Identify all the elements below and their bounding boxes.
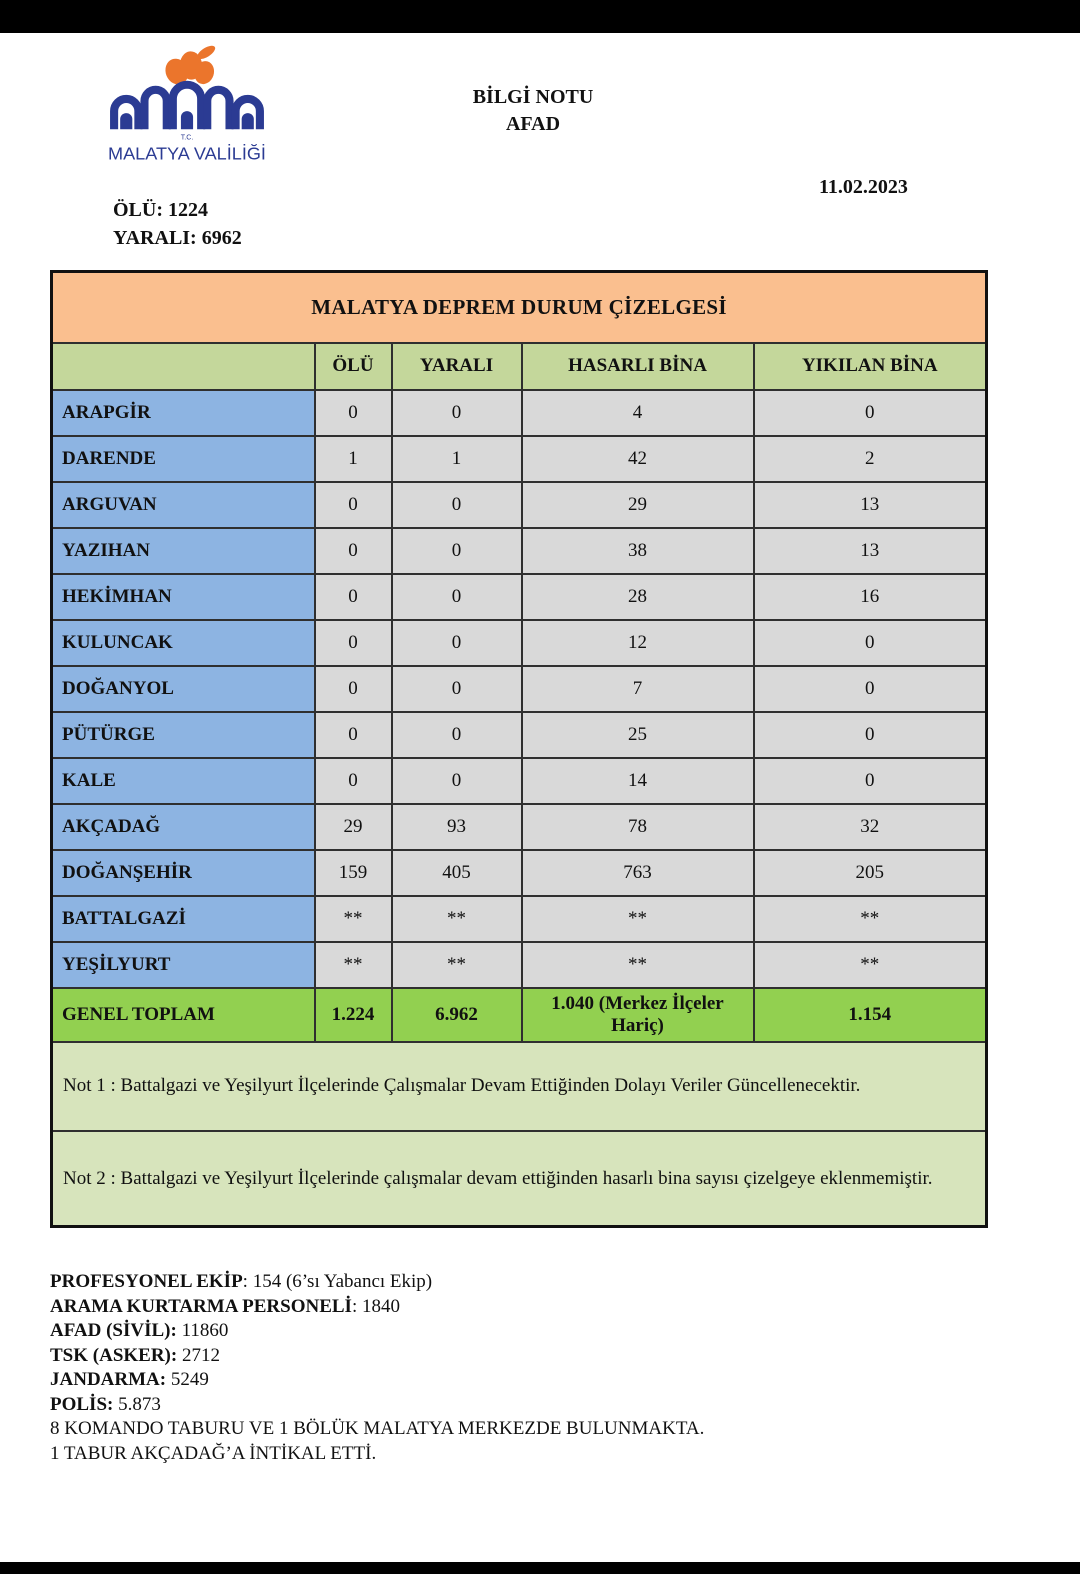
cell-yarali: 0 <box>392 528 522 574</box>
district-name: HEKİMHAN <box>52 574 315 620</box>
total-hasarli: 1.040 (Merkez İlçeler Hariç) <box>522 988 754 1042</box>
cell-olu: ** <box>315 942 392 988</box>
footer-line <box>50 1417 950 1442</box>
cell-yarali: 0 <box>392 758 522 804</box>
title-line-1: BİLGİ NOTU <box>472 86 594 108</box>
footer-value: 11860 <box>176 1320 229 1341</box>
note-1-text: Not 1 : Battalgazi ve Yeşilyurt İlçelerinde Çalışmalar Devam Ettiğinden Dolayı Veriler Güncellenecektir. <box>52 1042 987 1131</box>
cell-yarali: 93 <box>392 804 522 850</box>
district-name: KALE <box>52 758 315 804</box>
table-row <box>52 712 987 758</box>
note-2-text: Not 2 : Battalgazi ve Yeşilyurt İlçelerinde çalışmalar devam ettiğinden hasarlı bina sayısı çizelgeye eklenmemiştir. <box>52 1131 987 1227</box>
total-yikilan: 1.154 <box>754 988 987 1042</box>
stat-yarali: YARALI: 6962 <box>113 227 242 249</box>
cell-yikilan: ** <box>754 896 987 942</box>
cell-hasarli: 28 <box>522 574 754 620</box>
column-header-empty <box>52 343 315 390</box>
cell-hasarli: 12 <box>522 620 754 666</box>
footer-line <box>50 1442 950 1467</box>
district-name: YEŞİLYURT <box>52 942 315 988</box>
casualty-summary <box>113 196 242 252</box>
cell-yarali: 0 <box>392 666 522 712</box>
cell-hasarli: 78 <box>522 804 754 850</box>
footer-value: 5.873 <box>113 1393 161 1415</box>
district-name: DOĞANYOL <box>52 666 315 712</box>
cell-hasarli: 25 <box>522 712 754 758</box>
footer-line <box>50 1270 950 1295</box>
table-row <box>52 482 987 528</box>
cell-olu: 0 <box>315 574 392 620</box>
cell-hasarli: ** <box>522 942 754 988</box>
cell-yikilan: 0 <box>754 666 987 712</box>
footer-line <box>50 1368 950 1393</box>
total-label: GENEL TOPLAM <box>52 988 315 1042</box>
cell-yarali: 1 <box>392 436 522 482</box>
cell-olu: 159 <box>315 850 392 896</box>
column-header-row <box>52 343 987 390</box>
cell-hasarli: 7 <box>522 666 754 712</box>
footer-label: JANDARMA: <box>50 1369 167 1390</box>
cell-yikilan: 13 <box>754 528 987 574</box>
cell-yikilan: ** <box>754 942 987 988</box>
table-row <box>52 574 987 620</box>
table-row <box>52 390 987 436</box>
cell-yikilan: 0 <box>754 758 987 804</box>
cell-olu: 0 <box>315 528 392 574</box>
footer-value: : 1840 <box>351 1295 400 1317</box>
title-line-2: AFAD <box>505 113 561 135</box>
bottom-letterbox-bar <box>0 1562 1080 1574</box>
logo-org-text: MALATYA VALİLİĞİ <box>108 143 266 164</box>
footer-value: 8 KOMANDO TABURU VE 1 BÖLÜK MALATYA MERKEZDE BULUNMAKTA. <box>50 1418 705 1439</box>
district-name: ARGUVAN <box>52 482 315 528</box>
footer-label: ARAMA KURTARMA PERSONELİ <box>50 1295 352 1317</box>
district-name: DARENDE <box>52 436 315 482</box>
district-name: YAZIHAN <box>52 528 315 574</box>
cell-yarali: 0 <box>392 390 522 436</box>
cell-olu: ** <box>315 896 392 942</box>
district-name: AKÇADAĞ <box>52 804 315 850</box>
footer-value: 1 TABUR AKÇADAĞ’A İNTİKAL ETTİ. <box>50 1442 377 1464</box>
cell-hasarli: 38 <box>522 528 754 574</box>
footer-line <box>50 1393 950 1418</box>
cell-olu: 0 <box>315 482 392 528</box>
cell-yarali: 0 <box>392 620 522 666</box>
document-title <box>233 84 833 138</box>
total-yarali: 6.962 <box>392 988 522 1042</box>
table-row <box>52 758 987 804</box>
cell-hasarli: 14 <box>522 758 754 804</box>
column-header-hasarli: HASARLI BİNA <box>522 343 754 390</box>
cell-olu: 1 <box>315 436 392 482</box>
cell-yikilan: 0 <box>754 712 987 758</box>
footer-value: 5249 <box>166 1369 209 1390</box>
table-row <box>52 620 987 666</box>
cell-yikilan: 16 <box>754 574 987 620</box>
footer-label: PROFESYONEL EKİP <box>50 1271 243 1292</box>
cell-olu: 0 <box>315 758 392 804</box>
cell-yarali: 0 <box>392 712 522 758</box>
cell-olu: 0 <box>315 666 392 712</box>
cell-olu: 0 <box>315 620 392 666</box>
note-row-1 <box>52 1042 987 1131</box>
district-name: DOĞANŞEHİR <box>52 850 315 896</box>
district-name: ARAPGİR <box>52 390 315 436</box>
note-row-2 <box>52 1131 987 1227</box>
stat-olu: ÖLÜ: 1224 <box>113 199 208 221</box>
footer-label: AFAD (SİVİL): <box>50 1320 177 1341</box>
document-date: 11.02.2023 <box>819 176 908 198</box>
table-row <box>52 528 987 574</box>
footer-label: TSK (ASKER): <box>50 1344 178 1366</box>
district-name: KULUNCAK <box>52 620 315 666</box>
column-header-yikilan: YIKILAN BİNA <box>754 343 987 390</box>
table-row <box>52 896 987 942</box>
district-name: BATTALGAZİ <box>52 896 315 942</box>
cell-hasarli: 763 <box>522 850 754 896</box>
cell-olu: 29 <box>315 804 392 850</box>
column-header-yarali: YARALI <box>392 343 522 390</box>
footer-value: : 154 (6’sı Yabancı Ekip) <box>242 1271 433 1292</box>
column-header-olu: ÖLÜ <box>315 343 392 390</box>
cell-yarali: 0 <box>392 482 522 528</box>
cell-yikilan: 32 <box>754 804 987 850</box>
footer-line <box>50 1344 950 1369</box>
table-row <box>52 942 987 988</box>
cell-yikilan: 2 <box>754 436 987 482</box>
cell-olu: 0 <box>315 712 392 758</box>
cell-yarali: ** <box>392 896 522 942</box>
personnel-summary <box>50 1270 950 1466</box>
cell-hasarli: 42 <box>522 436 754 482</box>
total-olu: 1.224 <box>315 988 392 1042</box>
cell-yikilan: 13 <box>754 482 987 528</box>
district-name: PÜTÜRGE <box>52 712 315 758</box>
table-title: MALATYA DEPREM DURUM ÇİZELGESİ <box>52 272 987 343</box>
table-row <box>52 804 987 850</box>
earthquake-status-table <box>50 270 988 1228</box>
total-row <box>52 988 987 1042</box>
cell-yarali: 0 <box>392 574 522 620</box>
table-row <box>52 666 987 712</box>
footer-line <box>50 1295 950 1320</box>
table-row <box>52 436 987 482</box>
table-row <box>52 850 987 896</box>
logo-tc-text: T.C. <box>180 133 194 142</box>
footer-line <box>50 1319 950 1344</box>
footer-label: POLİS: <box>50 1393 114 1415</box>
cell-olu: 0 <box>315 390 392 436</box>
top-letterbox-bar <box>0 0 1080 33</box>
cell-hasarli: 29 <box>522 482 754 528</box>
cell-yarali: 405 <box>392 850 522 896</box>
cell-yikilan: 205 <box>754 850 987 896</box>
cell-yikilan: 0 <box>754 390 987 436</box>
cell-yarali: ** <box>392 942 522 988</box>
cell-hasarli: 4 <box>522 390 754 436</box>
cell-hasarli: ** <box>522 896 754 942</box>
footer-value: 2712 <box>177 1344 220 1366</box>
cell-yikilan: 0 <box>754 620 987 666</box>
